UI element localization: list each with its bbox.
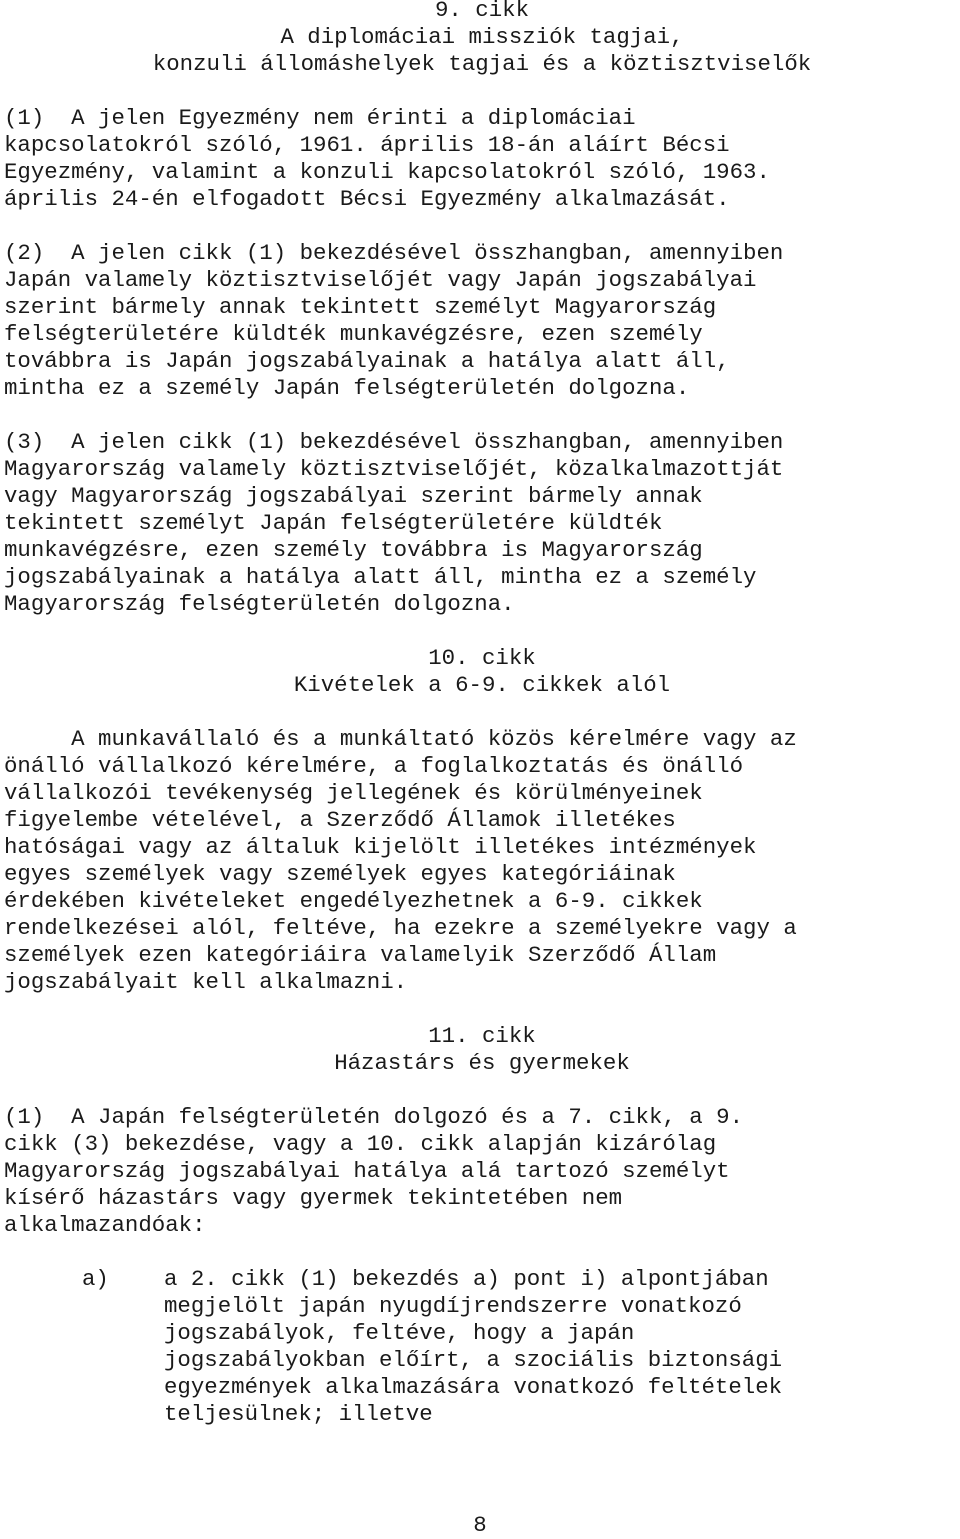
article-11-paragraph-1: (1) A Japán felségterületén dolgozó és a 7. cikk, a 9. cikk (3) bekezdése, vagy a 10. cikk alapján kizárólag Magyarország jogszabályai hatálya alá tartozó személyt kísérő házastárs vagy gyermek tekintetében nem alkalmazandóak:	[4, 1104, 744, 1238]
article-9-paragraph-1: (1) A jelen Egyezmény nem érinti a diplomáciai kapcsolatokról szóló, 1961. április 18-án aláírt Bécsi Egyezmény, valamint a konzuli kapcsolatokról szóló, 1963. április 24-én elfogadott Bécsi Egyezmény alkalmazását.	[4, 105, 770, 212]
article-11-title: Házastárs és gyermekek	[334, 1050, 630, 1076]
document-page	[4, 0, 960, 1428]
page-number: 8	[473, 1512, 487, 1538]
list-item-a	[4, 1266, 960, 1428]
article-10-title: Kivételek a 6-9. cikkek alól	[293, 672, 671, 698]
article-10-number: 10. cikk	[428, 645, 536, 671]
article-9-number: 9. cikk	[434, 0, 530, 23]
article-9-title-line-1: A diplomáciai missziók tagjai,	[280, 24, 684, 50]
article-9-title-line-2: konzuli állomáshelyek tagjai és a köztisztviselők	[152, 51, 812, 77]
article-9-paragraph-2: (2) A jelen cikk (1) bekezdésével összhangban, amennyiben Japán valamely köztisztviselőjét vagy Japán jogszabályai szerint bármely annak tekintett személyt Magyarország felségterületére küldték munkavégzésre, ezen személy továbbra is Japán jogszabályainak a hatálya alatt áll, mintha ez a személy Japán felségterületén dolgozna.	[4, 240, 784, 401]
article-10-paragraph: A munkavállaló és a munkáltató közös kérelmére vagy az önálló vállalkozó kérelmére, a foglalkoztatás és önálló vállalkozói tevékenység jellegének és körülményeinek figyelembe vételével, a Szerződő Államok illetékes hatóságai vagy az általuk kijelölt illetékes intézmények egyes személyek vagy személyek egyes kategóriáinak érdekében kivételeket engedélyezhetnek a 6-9. cikkek rendelkezései alól, feltéve, ha ezekre a személyekre vagy a személyek ezen kategóriáira valamelyik Szerződő Állam jogszabályait kell alkalmazni.	[4, 726, 797, 995]
list-item-a-text: a 2. cikk (1) bekezdés a) pont i) alpontjában megjelölt japán nyugdíjrendszerre vonatkozó jogszabályok, feltéve, hogy a japán jogszabályokban előírt, a szociális biztonsági egyezmények alkalmazására vonatkozó feltételek teljesülnek; illetve	[164, 1266, 783, 1427]
article-11-number: 11. cikk	[428, 1023, 536, 1049]
list-item-a-marker: a)	[82, 1266, 109, 1292]
article-9-paragraph-3: (3) A jelen cikk (1) bekezdésével összhangban, amennyiben Magyarország valamely köztisztviselőjét, közalkalmazottját vagy Magyarország jogszabályai szerint bármely annak tekintett személyt Japán felségterületére küldték munkavégzésre, ezen személy továbbra is Magyarország jogszabályainak a hatálya alatt áll, mintha ez a személy Magyarország felségterületén dolgozna.	[4, 429, 784, 617]
